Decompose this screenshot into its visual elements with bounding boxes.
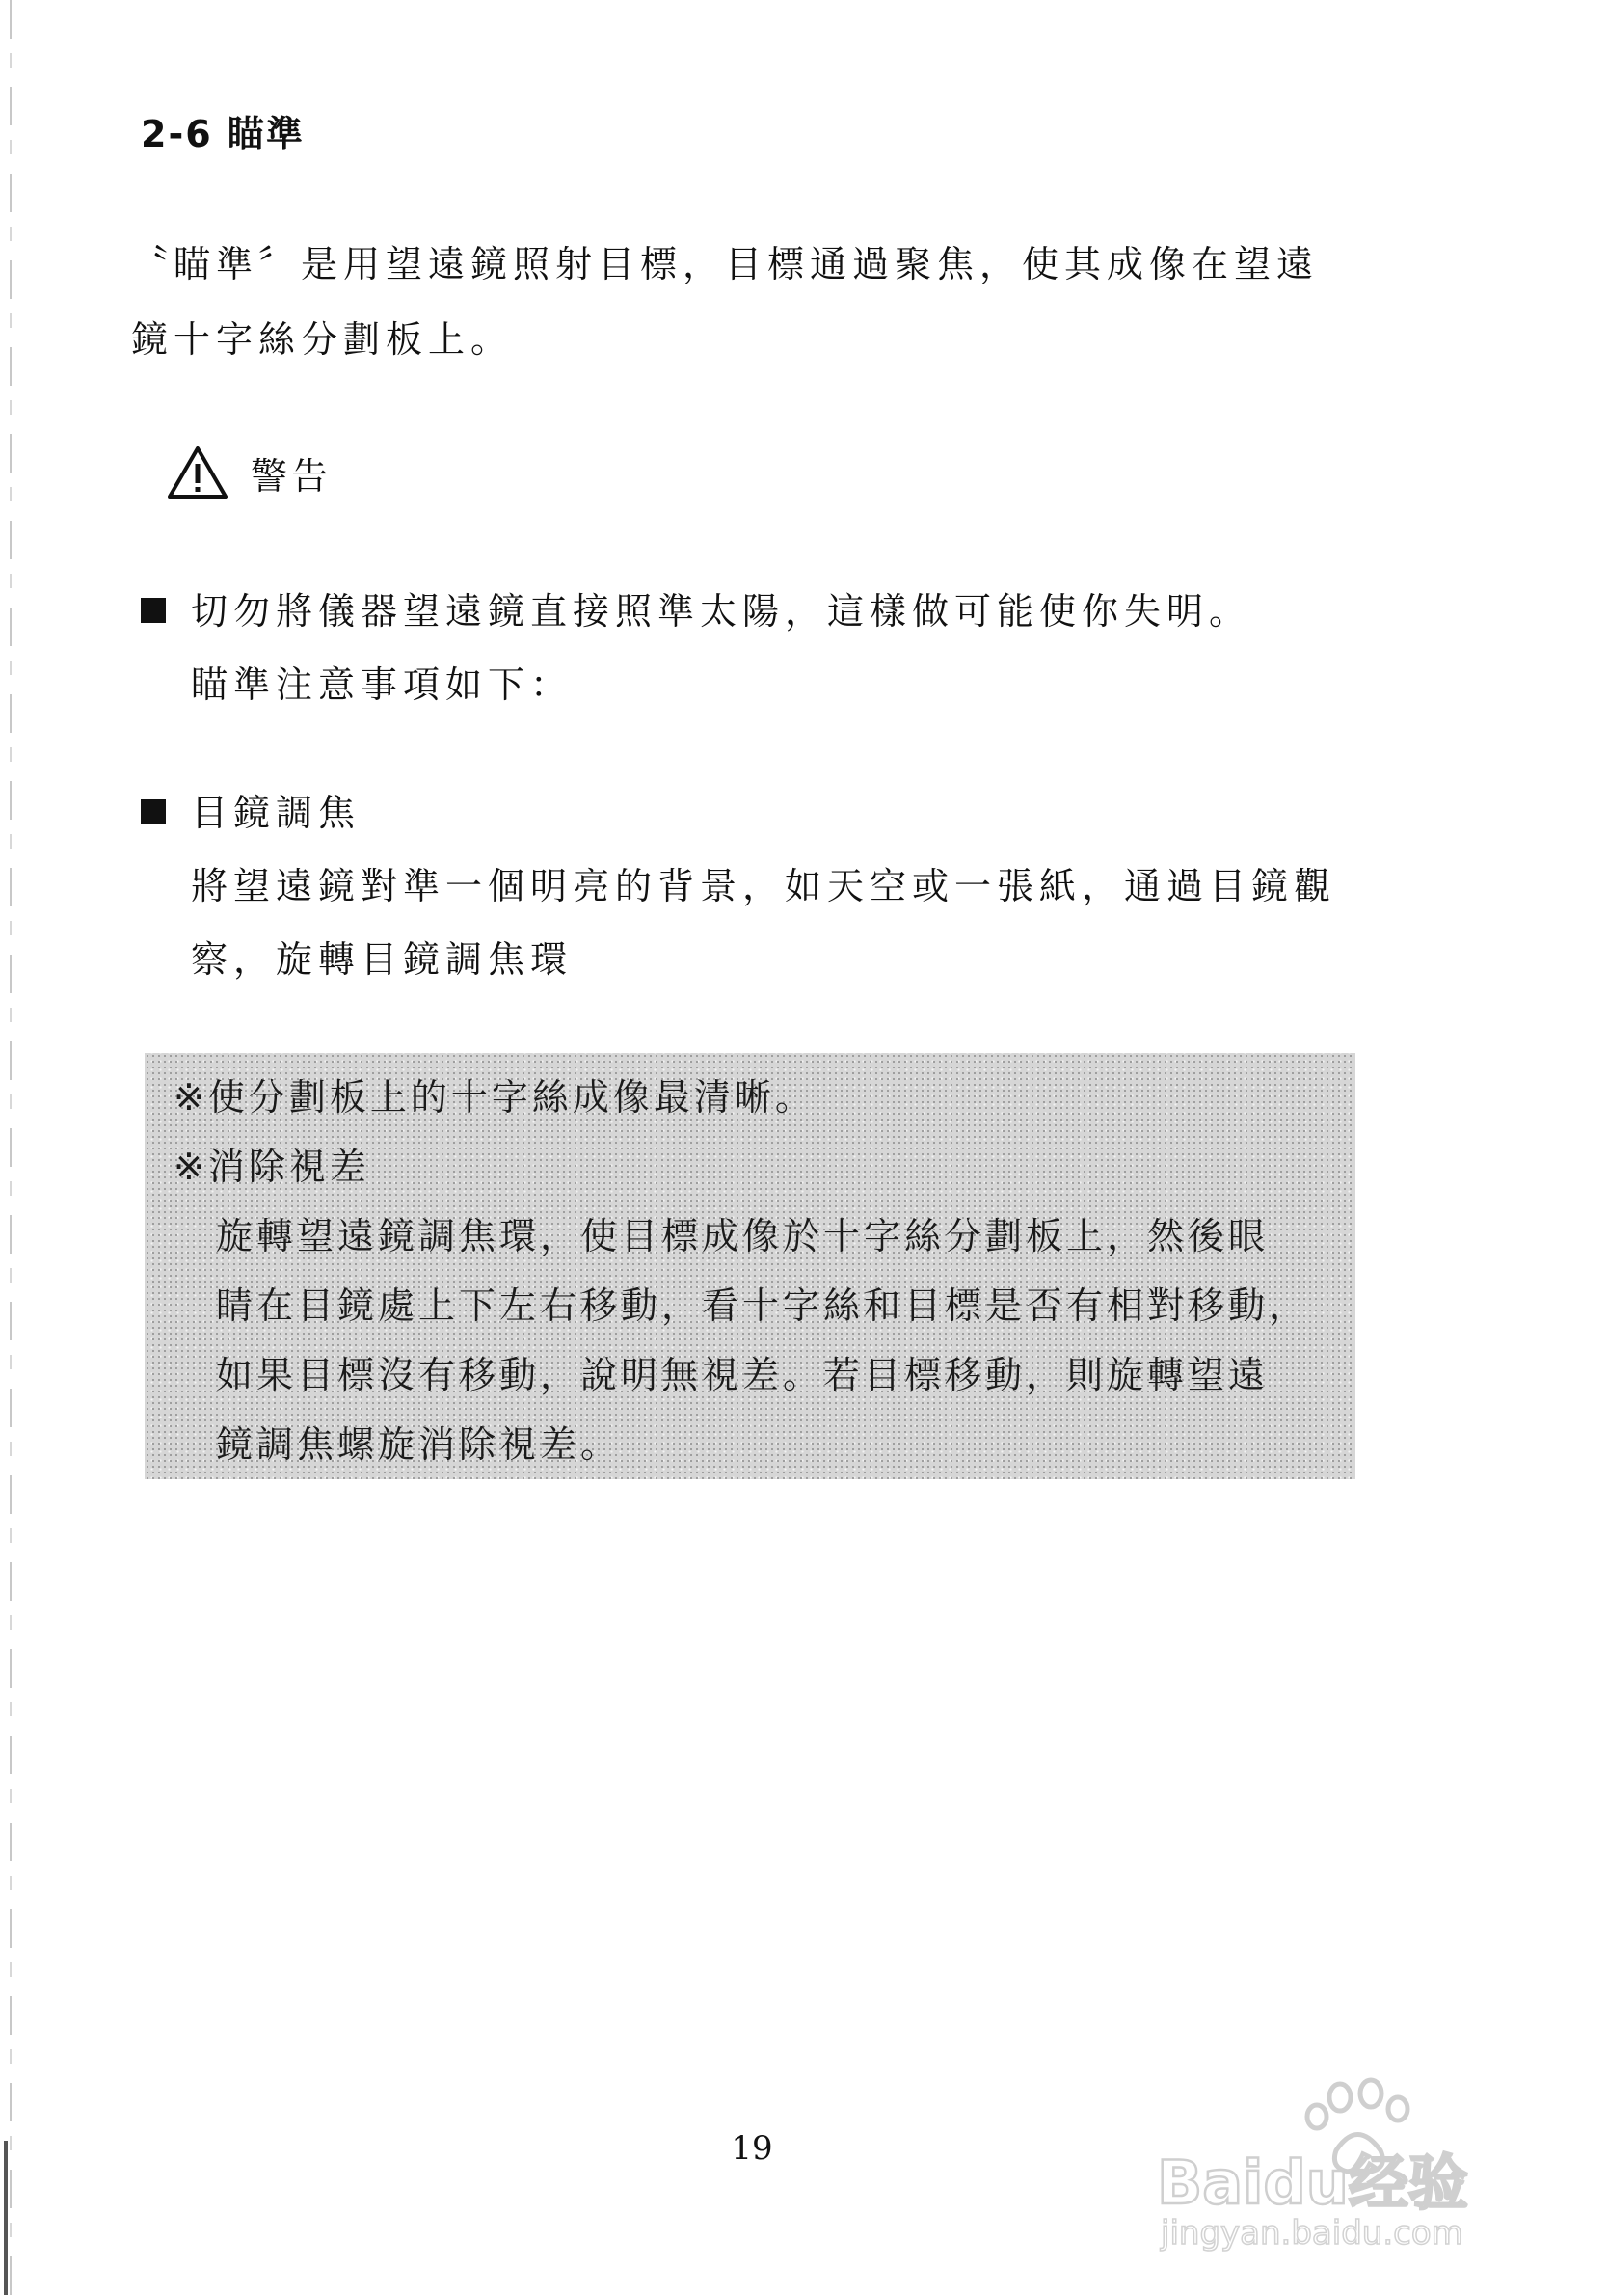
bullet-item (141, 776, 1336, 996)
shaded-note-box (145, 1053, 1355, 1479)
watermark-url-text: jingyan.baidu.com (1161, 2214, 1463, 2252)
intro-line: 〝瞄準〞是用望遠鏡照射目標，目標通過聚焦，使其成像在望遠 (131, 243, 1320, 285)
baidu-jingyan-watermark (1138, 2059, 1523, 2252)
warning-triangle-icon (166, 445, 229, 500)
note-line: 鏡調焦螺旋消除視差。 (216, 1423, 622, 1466)
black-square-bullet-icon (141, 799, 166, 824)
section-heading: 2-6 瞄準 (141, 113, 305, 155)
note-line: 睛在目鏡處上下左右移動，看十字絲和目標是否有相對移動， (216, 1284, 1310, 1327)
intro-paragraph (131, 227, 1384, 377)
note-line: ※使分劃板上的十字絲成像最清晰。 (174, 1076, 816, 1119)
bullet-line: 瞄準注意事項如下： (191, 663, 574, 706)
black-square-bullet-icon (141, 598, 166, 623)
note-line: ※消除視差 (174, 1146, 370, 1188)
warning-header (166, 434, 332, 511)
bullet-line: 將望遠鏡對準一個明亮的背景，如天空或一張紙，通過目鏡觀 (191, 865, 1337, 907)
bullet-line: 目鏡調焦 (191, 792, 362, 834)
intro-line: 鏡十字絲分劃板上。 (131, 318, 514, 361)
bullet-line: 切勿將儀器望遠鏡直接照準太陽，這樣做可能使你失明。 (191, 590, 1252, 633)
scan-edge-line (10, 0, 12, 2296)
watermark-brand-text: Baidu经验 (1157, 2147, 1468, 2218)
bullet-line: 察，旋轉目鏡調焦環 (191, 938, 574, 981)
page-number: 19 (731, 2129, 773, 2168)
bullet-item (141, 575, 1251, 721)
note-line: 如果目標沒有移動，說明無視差。若目標移動，則旋轉望遠 (216, 1354, 1270, 1396)
note-line: 旋轉望遠鏡調焦環，使目標成像於十字絲分劃板上，然後眼 (216, 1215, 1270, 1257)
warning-label: 警告 (251, 454, 333, 498)
